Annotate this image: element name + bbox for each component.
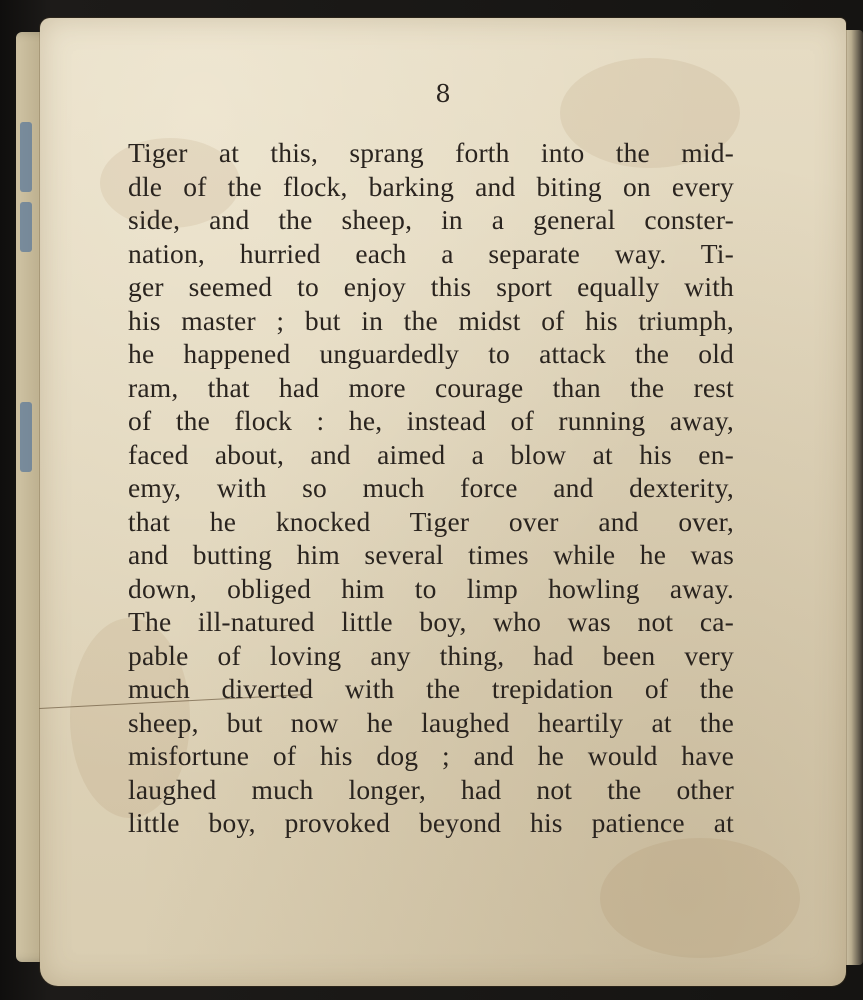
blue-paper-fragment	[20, 202, 32, 252]
text-line: dle of the flock, barking and biting on every	[128, 170, 734, 202]
blue-paper-fragment	[20, 122, 32, 192]
text-line: that he knocked Tiger over and over,	[128, 505, 734, 537]
body-text	[128, 136, 734, 840]
text-line: down, obliged him to limp howling away.	[128, 572, 734, 604]
text-line: laughed much longer, had not the other	[128, 773, 734, 805]
text-line: Tiger at this, sprang forth into the mid-	[128, 137, 734, 168]
text-line: misfortune of his dog ; and he would have	[128, 740, 734, 771]
paper-stain	[600, 838, 800, 958]
blue-paper-fragment	[20, 402, 32, 472]
book-page	[40, 18, 846, 986]
page-number: 8	[435, 80, 451, 108]
text-line: his master ; but in the midst of his triumph,	[128, 304, 734, 336]
text-line: side, and the sheep, in a general conster-	[128, 204, 734, 235]
text-line: sheep, but now he laughed heartily at the	[128, 706, 734, 738]
text-line: nation, hurried each a separate way. Ti-	[128, 237, 734, 269]
text-line: pable of loving any thing, had been very	[128, 639, 734, 671]
text-line: faced about, and aimed a blow at his en-	[128, 438, 734, 470]
text-line: of the flock : he, instead of running away,	[128, 405, 734, 436]
text-line: The ill-natured little boy, who was not ca-	[128, 606, 734, 637]
text-line: little boy, provoked beyond his patience at	[128, 807, 734, 838]
text-line: he happened unguardedly to attack the old	[128, 338, 734, 369]
text-line: much diverted with the trepidation of the	[128, 673, 734, 704]
text-line: and butting him several times while he was	[128, 539, 734, 570]
text-line: ger seemed to enjoy this sport equally with	[128, 271, 734, 302]
text-line: emy, with so much force and dexterity,	[128, 472, 734, 503]
text-line: ram, that had more courage than the rest	[128, 371, 734, 403]
